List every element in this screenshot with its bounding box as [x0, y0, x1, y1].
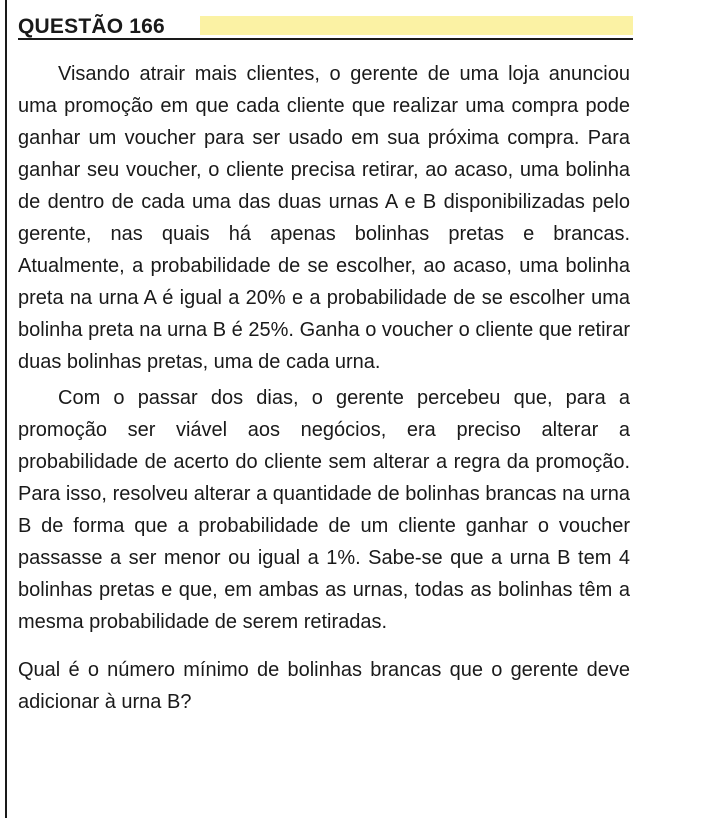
paragraph-change: Com o passar dos dias, o gerente percebeu que, para a promoção ser viável aos negócios, era preciso alterar a probabilidade de acerto do cliente sem alterar a regra da promoção. Para isso, resolveu alterar a quantidade de bolinhas brancas na urna B de forma que a probabilidade de um cliente ganhar o voucher passasse a ser menor ou igual a 1%. Sabe-se que a urna B tem 4 bolinhas pretas e que, em ambas as urnas, todas as bolinhas têm a mesma probabilidade de serem retiradas.	[18, 387, 630, 633]
left-border-rule	[5, 0, 7, 818]
paragraph-context: Visando atrair mais clientes, o gerente de uma loja anunciou uma promoção em que cada cliente que realizar uma compra pode ganhar um voucher para ser usado em sua próxima compra. Para ganhar seu voucher, o cliente precisa retirar, ao acaso, uma bolinha de dentro de cada uma das duas urnas A e B disponibilizadas pelo gerente, nas quais há apenas bolinhas pretas e brancas. Atualmente, a probabilidade de se escolher, ao acaso, uma bolinha preta na urna A é igual a 20% e a probabilidade de se escolher uma bolinha preta na urna B é 25%. Ganha o voucher o cliente que retirar duas bolinhas pretas, uma de cada urna.	[18, 63, 630, 373]
question-number-title: QUESTÃO 166	[18, 15, 165, 38]
header-highlight-band	[200, 16, 633, 35]
header-underline	[18, 38, 633, 40]
question-body	[18, 58, 630, 718]
question-header	[18, 12, 633, 42]
question-prompt: Qual é o número mínimo de bolinhas brancas que o gerente deve adicionar à urna B?	[18, 659, 630, 713]
